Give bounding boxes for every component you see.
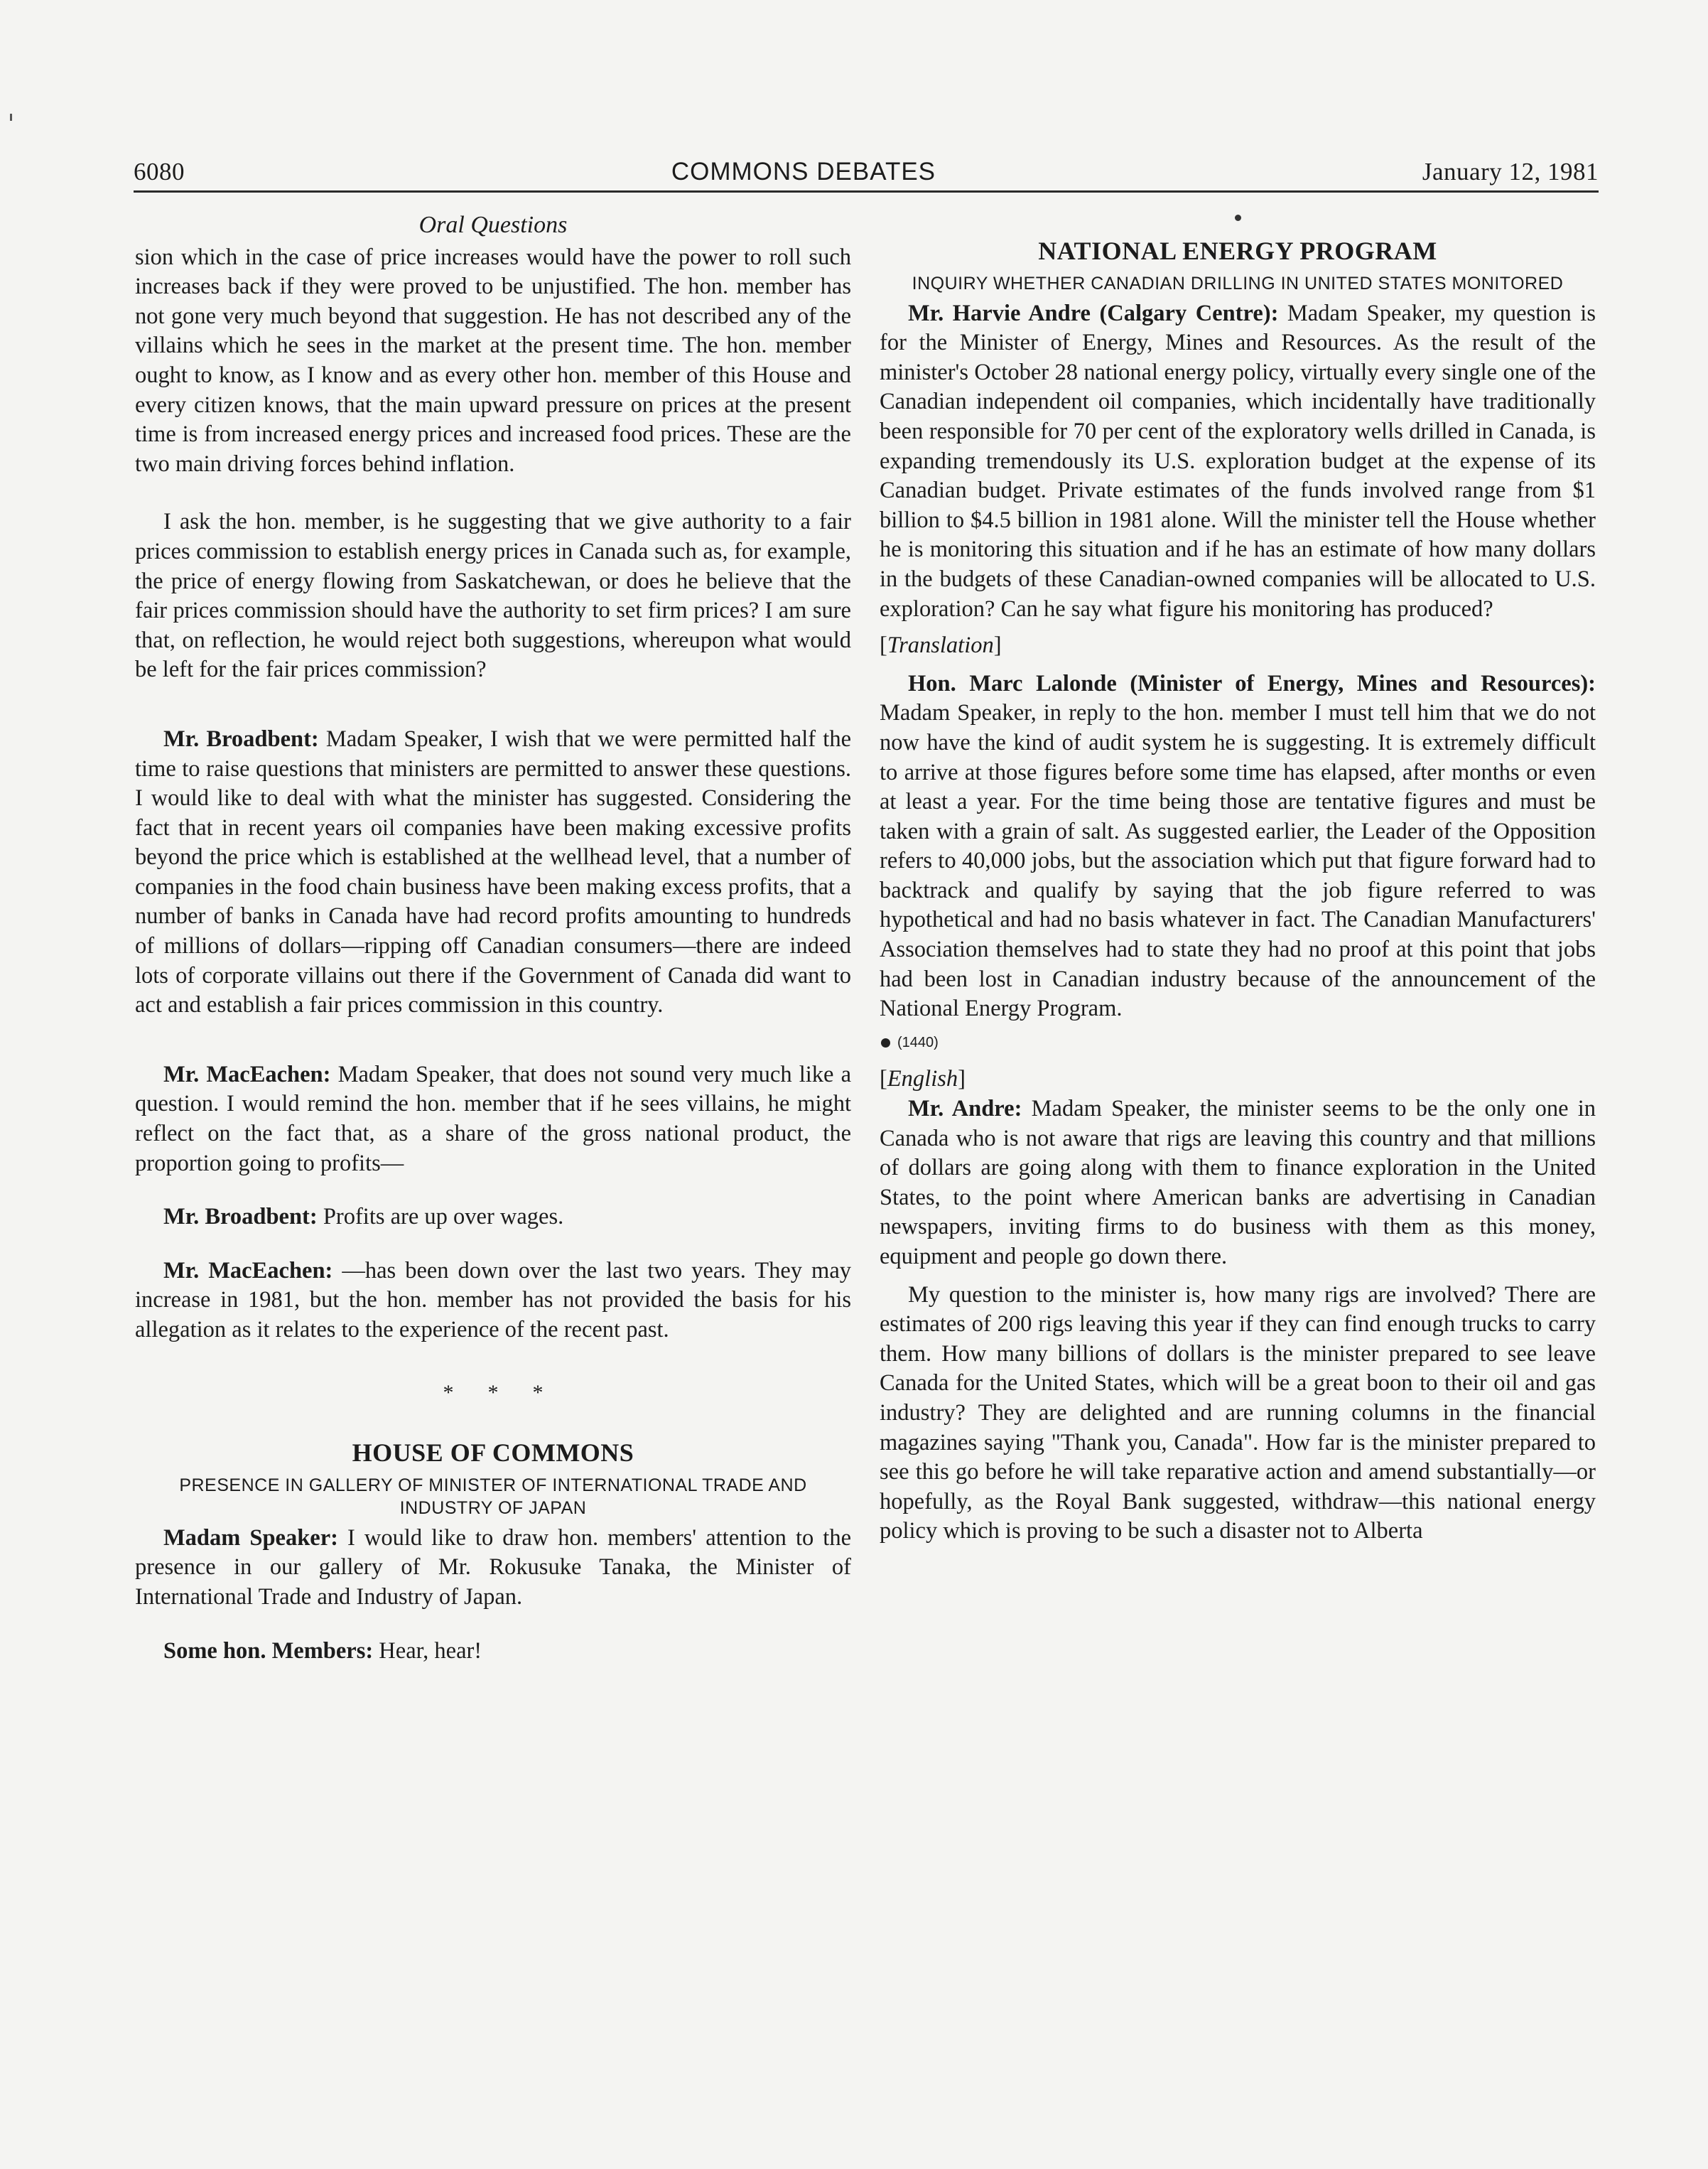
speech-text: Hear, hear! — [373, 1637, 482, 1664]
bullet-dot — [881, 1038, 890, 1048]
language-note: [English] — [880, 1066, 966, 1092]
running-head: Oral Questions — [418, 212, 568, 238]
speaker-name: Mr. Andre: — [908, 1096, 1022, 1122]
speech-text: Madam Speaker, in reply to the hon. member I must tell him that we do not now have the kind of audit system he is suggesting. It is extremely difficult to arrive at those figures before some time has elapsed, after months or even at least a year. For the time being those are tentative figures and must be taken with a grain of salt. As suggested earlier, the Leader of the Opposition refers to 40,000 jobs, but the association which put that figure forward had to backtrack and qualify by saying that the job figure referred to was hypothetical and had no basis whatever in fact. The Canadian Manufacturers' Association themselves had to state they had no proof at this point that jobs had been lost in Canadian industry because of the announcement of the National Energy Program. — [880, 700, 1596, 1022]
speech-text: —has been down over the last two years. They may increase in 1981, but the hon. member has not provided the basis for his allegation as it relates to the experience of the recent past. — [135, 1257, 851, 1342]
speaker-name: Hon. Marc Lalonde (Minister of Energy, Mines and Resources): — [908, 670, 1596, 696]
time-marker-text: (1440) — [897, 1034, 939, 1050]
speech — [135, 1524, 851, 1613]
page-date: January 12, 1981 — [1422, 158, 1599, 185]
time-marker — [880, 1028, 1596, 1058]
section-heading: HOUSE OF COMMONS — [352, 1438, 634, 1468]
publication-title: COMMONS DEBATES — [671, 158, 936, 185]
speaker-name: Mr. Harvie Andre (Calgary Centre): — [908, 300, 1279, 326]
speech — [135, 1060, 851, 1178]
section-heading: NATIONAL ENERGY PROGRAM — [1038, 237, 1437, 265]
speaker-name: Mr. MacEachen: — [163, 1257, 333, 1283]
header-rule — [134, 190, 1599, 193]
right-column — [880, 210, 1596, 1546]
speaker-name: Madam Speaker: — [163, 1524, 338, 1551]
page-number: 6080 — [134, 158, 185, 185]
speech-text: Madam Speaker, I wish that we were permitted half the time to raise questions that ministers are permitted to answer these questions. I would like to deal with what the minister has suggested. Considering the fact that in recent years oil companies have been making excessive profits beyond the price which is established at the wellhead level, that a number of companies in the food chain business have been making excess profits, that a number of banks in Canada have had record profits amounting to hundreds of millions of dollars—ripping off Canadian consumers—there are indeed lots of corporate villains out there if the Government of Canada did want to act and establish a fair prices commission in this country. — [135, 726, 851, 1018]
paragraph: sion which in the case of price increases would have the power to roll such increases back if they were proved to be unjustified. The hon. member has not gone very much beyond that suggestion. He has not described any of the villains which he sees in the market at the present time. The hon. member ought to know, as I know and as every other hon. member of this House and every citizen knows, that the main upward pressure on prices at the present time is from increased energy prices and increased food prices. These are the two main driving forces behind inflation. — [135, 244, 851, 477]
section-break — [135, 1378, 851, 1408]
paragraph: My question to the minister is, how many rigs are involved? There are estimates of 200 rigs leaving this year if they can find enough trucks to carry them. How many billions of dollars is the minister prepared to see leave Canada for the United States, which will be a great boon to their oil and gas industry? They are delighted and are running columns in the financial magazines saying "Thank you, Canada". How far is the minister prepared to see this go before he will take reparative action and amend substantially—or hopefully, as the Royal Bank suggested, withdraw—this national energy policy which is proving to be such a disaster not to Alberta — [880, 1281, 1596, 1544]
section-subheading: PRESENCE IN GALLERY OF MINISTER OF INTERNATIONAL TRADE AND INDUSTRY OF JAPAN — [179, 1475, 807, 1518]
speech-text: Madam Speaker, that does not sound very much like a question. I would remind the hon. member that if he sees villains, he might reflect on the fact that, as a share of the gross national product, the proportion going to profits— — [135, 1061, 852, 1176]
language-label: Translation — [887, 633, 994, 659]
language-note: [Translation] — [880, 633, 1002, 659]
paragraph: I ask the hon. member, is he suggesting that we give authority to a fair prices commission to establish energy prices in Canada such as, for example, the price of energy flowing from Saskatchewan, or does he believe that the fair prices commission should have the authority to set firm prices? I am sure that, on reflection, he would reject both suggestions, whereupon what would be left for the fair prices commission? — [135, 509, 851, 683]
speech — [135, 1256, 851, 1345]
speaker-name: Mr. MacEachen: — [163, 1061, 331, 1087]
speech — [880, 669, 1596, 1024]
language-label: English — [887, 1066, 958, 1092]
speaker-name: Some hon. Members: — [163, 1637, 374, 1664]
speech — [135, 725, 851, 1021]
speech — [135, 1637, 851, 1667]
asterisk: * — [443, 1380, 454, 1404]
speech — [880, 299, 1596, 625]
page-header — [134, 158, 1599, 186]
speaker-name: Mr. Broadbent: — [163, 726, 319, 752]
speech-text: Profits are up over wages. — [317, 1204, 564, 1230]
speech — [880, 1094, 1596, 1272]
speaker-name: Mr. Broadbent: — [163, 1204, 318, 1230]
speech-text: Madam Speaker, the minister seems to be the only one in Canada who is not aware that rigs are leaving this country and that millions of dollars are going along with them to finance exploration in the United States, to the point where American banks are advertising in Canadian newspapers, inviting firms to do business with them as this money, equipment and people go down there. — [880, 1096, 1596, 1269]
left-column — [135, 210, 851, 1666]
asterisk: * — [532, 1380, 544, 1404]
section-subheading: INQUIRY WHETHER CANADIAN DRILLING IN UNITED STATES MONITORED — [912, 273, 1564, 294]
scan-mark — [10, 114, 12, 121]
speech-text: Madam Speaker, my question is for the Minister of Energy, Mines and Resources. As the result of the minister's October 28 national energy policy, virtually every single one of the Canadian independent oil companies, which incidentally have traditionally been responsible for 70 per cent of the exploratory wells drilled in Canada, is expanding tremendously its U.S. exploration budget at the expense of its Canadian budget. Private estimates of the funds involved range from $1 billion to $4.5 billion in 1981 alone. Will the minister tell the House whether he is monitoring this situation and if he has an estimate of how many dollars in the budgets of these Canadian-owned companies will be allocated to U.S. exploration? Can he say what figure his monitoring has produced? — [880, 300, 1596, 622]
bullet-dot — [1235, 215, 1241, 221]
speech-text: I would like to draw hon. members' attention to the presence in our gallery of Mr. Rokusuke Tanaka, the Minister of International Trade and Industry of Japan. — [135, 1524, 851, 1610]
asterisk: * — [487, 1380, 499, 1404]
speech — [135, 1202, 851, 1232]
